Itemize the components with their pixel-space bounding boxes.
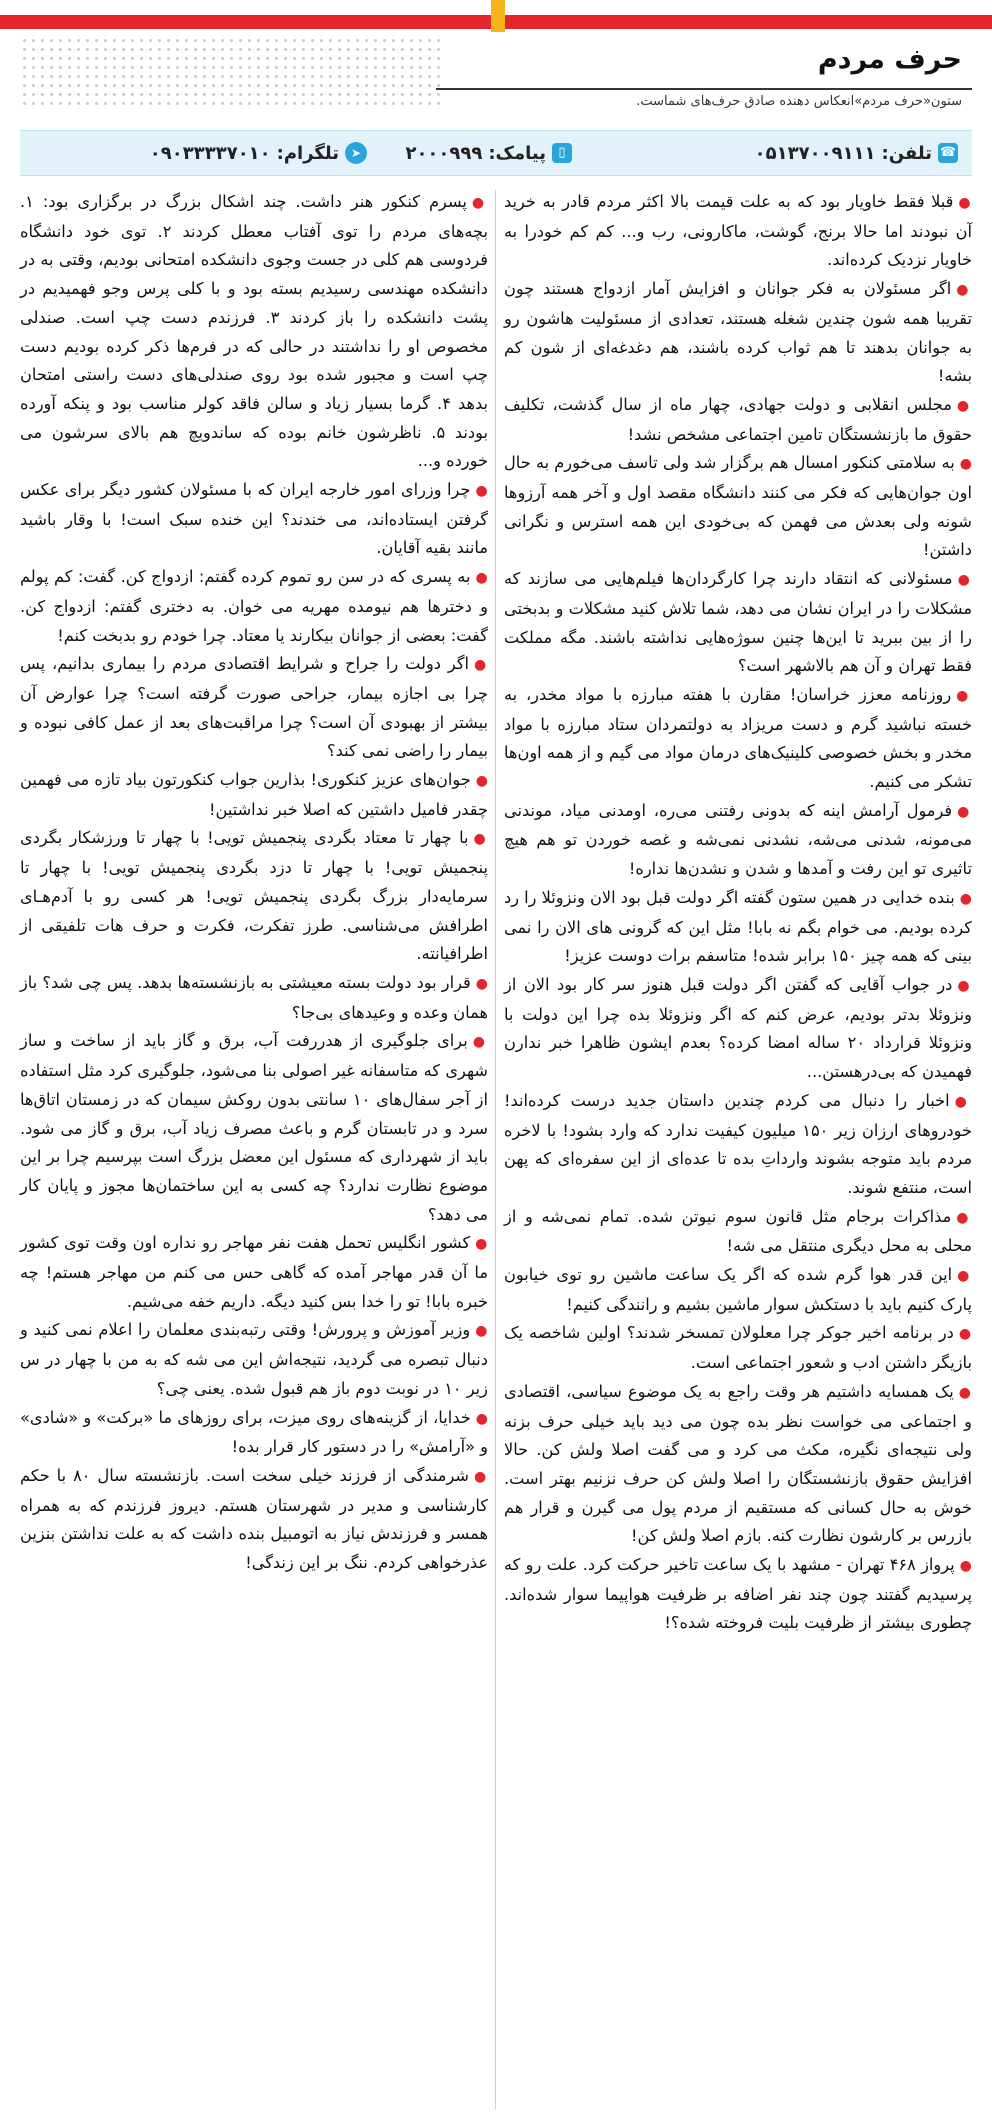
- bullet-icon: ●: [473, 1468, 489, 1485]
- message-text: مسئولانی که انتقاد دارند چرا کارگردان‌ها فیلم‌هایی می سازند که مشکلات را در ایران نشان می دهد، شما تلاش کنید مشکلات و بدبختی را از بین ببرید تا این‌ها چنین سوژه‌هایی نداشته باشند. مگه مملکت فقط تهران و آن هم بالاشهر است؟: [504, 569, 972, 676]
- page-title: حرف مردم: [817, 44, 962, 75]
- bullet-icon: ●: [956, 282, 972, 299]
- bullet-icon: ●: [957, 1268, 972, 1285]
- bullet-icon: ●: [475, 773, 488, 790]
- message-text: اگر مسئولان به فکر جوانان و افزایش آمار ازدواج هستند چون تقریبا همه شون چندین شغله هستند، تعدادی از مسئولیت هاشون رو به جوانان بدهند تا هم ثواب کرده باشند، هم دغدغه‌ای از شون کم بشه!: [504, 279, 972, 386]
- phone-number: ۰۵۱۳۷۰۰۹۱۱۱: [754, 142, 876, 164]
- telegram-icon: ➤: [345, 142, 367, 164]
- message-item: [504, 971, 972, 1087]
- message-item: [20, 824, 488, 969]
- message-text: مجلس انقلابی و دولت جهادی، چهار ماه از سال گذشت، تکلیف حقوق ما بازنشستگان تامین اجتماعی مشخص نشد!: [504, 394, 972, 444]
- message-text: قرار بود دولت بسته معیشتی به بازنشسته‌ها بدهد. پس چی شد؟ باز همان وعده و وعیدهای بی‌جا؟: [19, 972, 488, 1022]
- message-text: برای جلوگیری از هدررفت آب، برق و گاز باید از ساخت و ساز شهری که متاسفانه غیر اصولی بنا می‌شود، جلوگیری کرد مثل استفاده از آجر سفال‌های ۱۰ سانتی بدون روکش سیمان که در زمستان اتاق‌ها سرد و در تابستان گرم و باعث مصرف زیاد آب، برق و گاز می شود. باید از شهرداری که مسئول این معضل بزرگ است بپرسیم چرا بر این موضوع نظارت ندارد؟ چه کسی به این ساختمان‌ها مجوز و پایان کار می دهد؟: [20, 1031, 488, 1224]
- message-text: شرمندگی از فرزند خیلی سخت است. بازنشسته سال ۸۰ با حکم کارشناسی و مدیر در شهرستان هستم. دیروز فرزندم که به همراه همسر و فرزندش نیاز به اتومبیل بنده داشت که به علت نداشتن بنزین عذرخواهی کردم. ننگ بر این زندگی!: [20, 1465, 488, 1573]
- message-text: پسرم کنکور هنر داشت. چند اشکال بزرگ در برگزاری بود: ۱. بچه‌های مردم را توی آفتاب معطل کردند ۲. توی خود دانشگاه فردوسی هم کلی در جست وجوی دانشکده امتحانی بودیم، وقتی به در دانشکده مهندسی رسیدیم بسته بود و با کلی پرس وجو فهمیدیم در پشت دانشکده را باز کردند ۳. فرزندم دست چپ است. صندلی مخصوص او را نداشتند در حالی که در فرم‌ها ذکر کرده بودیم دست چپ است و مجبور شده بود روی صندلی‌های دست راستی امتحان بدهد ۴. گرما بسیار زیاد و سالن فاقد کولر مناسب بود و پنکه آورده بودند ۵. ناظرشون خانم بوده که ساندویچ هم بالای سرشون می خورده و...: [20, 192, 489, 471]
- message-text: مذاکرات برجام مثل قانون سوم نیوتن شده. تمام نمی‌شه و از محلی به محل دیگری منتقل می شه!: [504, 1206, 972, 1256]
- message-text: در جواب آقایی که گفتن اگر دولت قبل هنوز سر کار بود الان از ونزوئلا بدتر بودیم، عرض کنم که اگر ونزوئلا بده چرا این دولت با ونزوئلا قرارداد ۲۰ ساله امضا کرده؟ بعدم ایشون ظاهرا خبر ندارن فهمیدن که بی‌درهستن...: [504, 974, 972, 1082]
- bullet-icon: ●: [475, 570, 488, 587]
- title-box: [436, 44, 972, 90]
- top-accent-tab: [491, 0, 505, 32]
- message-item: [504, 681, 972, 797]
- phone-icon: ☎: [938, 143, 958, 163]
- message-text: کشور انگلیس تحمل هفت نفر مهاجر رو نداره اون وقت توی کشور ما آن قدر مهاجر آمده که گاهی حس می کنم من مهاجر هستم! چه خبره بابا! تو را خدا بس کنید دیگه. داریم خفه می‌شیم.: [20, 1233, 488, 1311]
- message-text: بنده خدایی در همین ستون گفته اگر دولت قبل بود الان ونزوئلا را رد کرده بودیم. می خوام بگم نه بابا! مثل این که گرونی های الان را نمی بینی که همه چیز ۱۵۰ برابر شده! متاسفم برات دوست عزیز!: [504, 887, 972, 966]
- dot-pattern-decoration: [20, 36, 440, 108]
- message-text: یک همسایه داشتیم هر وقت راجع به یک موضوع سیاسی، اقتصادی و اجتماعی می خواست نظر بده چون می دید باید خیلی حرف بزنه ولی نتیجه‌ای نگیره، مکث می کرد و می گفت اصلا ولش کن. حالا افزایش حقوق بازنشستگان را اصلا ولش کن حرف نزنیم بهتر است. خوش به حال کسانی که مستقیم از مردم پول می گیرن و قرار هم بازرس بر کارشون نظارت کنه. بازم اصلا ولش کن!: [504, 1381, 972, 1546]
- bullet-icon: ●: [475, 1236, 488, 1253]
- bullet-icon: ●: [472, 1034, 488, 1051]
- message-item: [504, 884, 972, 971]
- message-text: فرمول آرامش اینه که بدونی رفتنی می‌ره، اومدنی میاد، موندنی می‌مونه، شدنی می‌شه، نشدنی نمی‌شه و غصه خوردن تو هم هیچ تاثیری تو این رفت و آمدها و شدن و نشدن‌ها نداره!: [504, 800, 972, 879]
- message-item: [504, 1261, 972, 1319]
- bullet-icon: ●: [475, 1410, 488, 1427]
- bullet-icon: ●: [959, 890, 973, 907]
- message-item: [20, 1316, 488, 1403]
- bullet-icon: ●: [957, 572, 973, 589]
- bullet-icon: ●: [474, 657, 488, 674]
- bullet-icon: ●: [959, 1558, 972, 1575]
- bullet-icon: ●: [957, 977, 972, 994]
- contact-bar: [20, 130, 972, 176]
- bullet-icon: ●: [475, 975, 488, 992]
- message-item: [20, 650, 488, 766]
- bullet-icon: ●: [956, 397, 972, 414]
- bullet-icon: ●: [956, 687, 972, 704]
- bullet-icon: ●: [471, 195, 488, 211]
- message-text: به سلامتی کنکور امسال هم برگزار شد ولی تاسف می‌خورم به حال اون جوان‌هایی که فکر می کنند دانشگاه مقصد اول و آخر همه آرزوها شونه ولی بعدش می فهمن که بی‌خودی این همه استرس و نگرانی داشتن!: [504, 453, 972, 560]
- message-item: [504, 565, 972, 681]
- message-text: چرا وزرای امور خارجه ایران که با مسئولان کشور دیگر برای عکس گرفتن ایستاده‌اند، می خندند؟ این خنده سبک است! با وقار باشید مانند بقیه آقایان.: [20, 480, 488, 558]
- message-item: [504, 1203, 972, 1261]
- telegram-number: ۰۹۰۳۳۳۳۷۰۱۰: [149, 142, 271, 164]
- bullet-icon: ●: [958, 195, 972, 211]
- message-item: [20, 563, 488, 650]
- message-text: جوان‌های عزیز کنکوری! بذارین جواب کنکورتون بیاد تازه می فهمین چقدر فامیل داشتین که اصلا خبر نداشتین!: [20, 770, 488, 819]
- message-item: [20, 1027, 488, 1229]
- message-text: با چهار تا معتاد بگردی پنجمیش تویی! با چهار تا ورزشکار بگردی پنجمیش تویی! با چهار تا دزد بگردی پنجمیش تویی! با چهار تا سرمایه‌دار بزرگ بگردی پنجمیش تویی! هر کسی رو با آدم‌هـای اطرافش می‌شناسی. طرز تفکرت، فکرت و حرف هات تلفیقی از اطرافیانته.: [20, 828, 488, 964]
- bullet-icon: ●: [959, 456, 972, 473]
- message-item: [20, 476, 488, 563]
- bullet-icon: ●: [473, 831, 488, 848]
- sms-label: پیامک:: [488, 142, 546, 164]
- contact-sms: [405, 140, 572, 166]
- phone-label: تلفن:: [881, 142, 932, 164]
- message-item: [504, 1551, 972, 1638]
- contact-telegram: [150, 140, 367, 166]
- message-text: به پسری که در سن رو تموم کرده گفتم: ازدواج کن. گفت: کم پولم و دخترها هم نیومده مهریه می خوان. به دختری گفتم: ازدواج کن. گفت: بعضی از جوانان بیکارند یا معتاد. چرا خودم رو بدبخت کنم!: [20, 567, 488, 645]
- message-item: [504, 275, 972, 391]
- right-column: [504, 188, 972, 2113]
- bullet-icon: ●: [475, 1323, 489, 1340]
- bullet-icon: ●: [958, 1326, 972, 1343]
- bullet-icon: ●: [954, 1093, 972, 1110]
- message-item: [20, 188, 488, 476]
- message-item: [20, 1462, 488, 1578]
- bullet-icon: ●: [956, 1209, 972, 1226]
- bullet-icon: ●: [475, 483, 488, 500]
- column-divider: [495, 190, 496, 2110]
- message-text: این قدر هوا گرم شده که اگر یک ساعت ماشین رو توی خیابون پارک کنیم باید با دستکش سوار ماشین بشیم و رانندگی کنیم!: [504, 1265, 972, 1314]
- message-text: روزنامه معزز خراسان! مقارن با هفته مبارزه با مواد مخدر، به خسته نباشید گرم و دست مریزاد به دولتمردان ستاد مبارزه با مواد مخدر و بخش خصوصی کلینیک‌های درمان مواد می گیم و از همه اون‌ها تشکر می کنیم.: [504, 684, 972, 792]
- message-text: قبلا فقط خاویار بود که به علت قیمت بالا اکثر مردم قادر به خرید آن نبودند اما حالا برنج، گوشت، ماکارونی، رب و... کم کم خودرا به خاویار نزدیک کرده‌اند.: [504, 192, 972, 270]
- column-header: [20, 36, 972, 114]
- bullet-icon: ●: [958, 1384, 972, 1401]
- telegram-label: تلگرام:: [276, 142, 339, 164]
- message-text: اگر دولت را جراح و شرایط اقتصادی مردم را بیماری بدانیم، پس چرا بی اجازه بیمار، جراحی صورت گرفته است؟ چرا عوارض آن بیشتر از بهبودی آن است؟ چرا مراقبت‌های بعد از عمل کافی نبوده و بیمار را راضی نمی کند؟: [20, 654, 488, 761]
- message-item: [504, 797, 972, 884]
- mobile-icon: ▯: [552, 143, 572, 163]
- sms-number: ۲۰۰۰۹۹۹: [405, 142, 483, 164]
- message-text: پرواز ۴۶۸ تهران - مشهد با یک ساعت تاخیر حرکت کرد. علت رو که پرسیدیم گفتند چون چند نفر اضافه بر ظرفیت هواپیما سوار شده‌اند. چطوری بیشتر از ظرفیت بلیت فروخته شده؟!: [504, 1555, 972, 1633]
- message-text: اخبار را دنبال می کردم چندین داستان جدید درست کرده‌اند! خودروهای ارزان زیر ۱۵۰ میلیون کیفیت ندارد که وارد بشود! با لاخره مردم باید متوجه بشوند وارداتِ بده تا عده‌ای از این سفره‌ای که پهن است، منتفع شوند.: [504, 1090, 972, 1197]
- bullet-icon: ●: [957, 803, 972, 820]
- message-item: [20, 1404, 488, 1462]
- message-text: در برنامه اخیر جوکر چرا معلولان تمسخر شدند؟ اولین شاخصه یک بازیگر داشتن ادب و شعور اجتماعی است.: [504, 1323, 972, 1373]
- message-item: [20, 766, 488, 824]
- message-item: [504, 391, 972, 449]
- message-item: [20, 1229, 488, 1316]
- message-item: [504, 1319, 972, 1377]
- message-item: [504, 449, 972, 565]
- message-item: [504, 188, 972, 275]
- message-item: [504, 1378, 972, 1551]
- message-item: [504, 1087, 972, 1203]
- message-text: وزیر آموزش و پرورش! وقتی رتبه‌بندی معلمان را اعلام نمی کنید و دنبال تبصره می گردید، نتیجه‌اش این می شه که به من با چهار در س زیر ۱۰ در نوبت دوم باز هم قبول شده. یعنی چی؟: [20, 1320, 488, 1398]
- message-item: [20, 969, 488, 1027]
- left-column: [20, 188, 488, 2113]
- page-subtitle: ستون«حرف مردم»انعکاس دهنده صادق حرف‌های شماست.: [636, 94, 962, 109]
- message-text: خدایا، از گزینه‌های روی میزت، برای روزهای ما «برکت» و «شادی» و «آرامش» را در دستور کار قرار بده!: [20, 1407, 488, 1457]
- contact-phone: [755, 140, 958, 166]
